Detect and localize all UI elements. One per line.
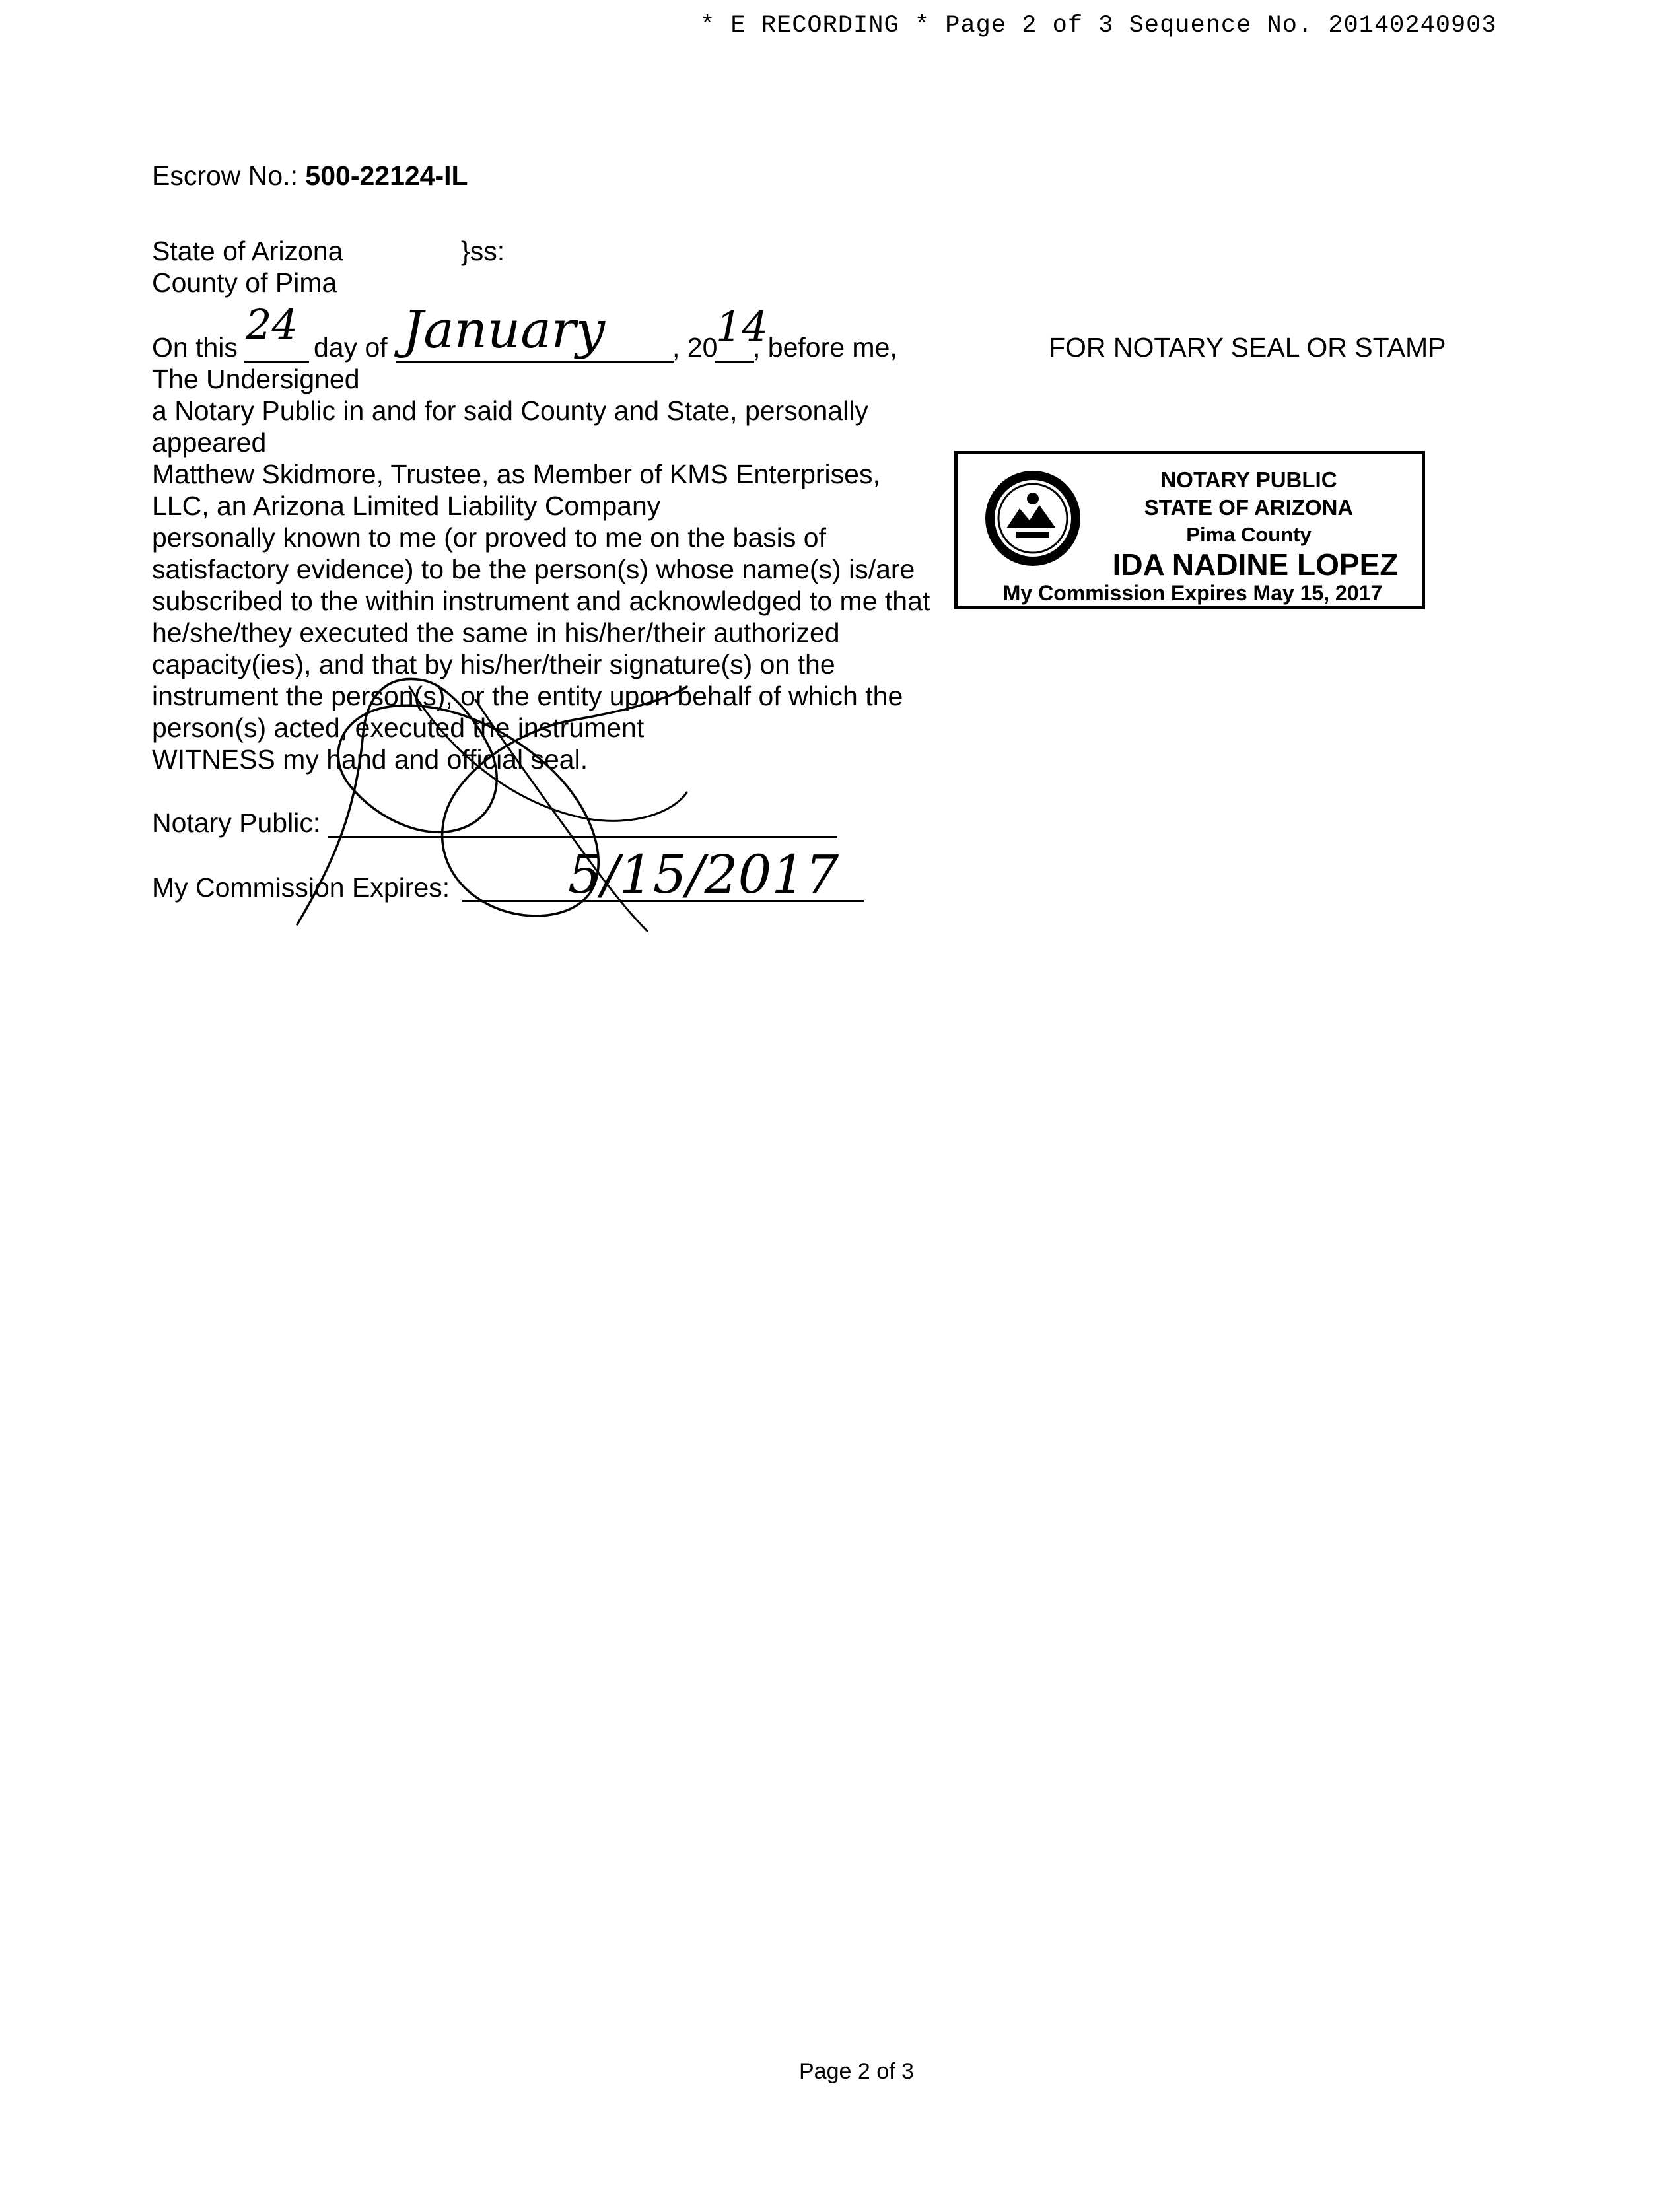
day-handwritten: 24 (246, 300, 298, 349)
arizona-seal-icon (983, 469, 1082, 568)
officer-title: The Undersigned (152, 364, 360, 394)
body-line: subscribed to the within instrument and acknowledged to me that (152, 586, 930, 616)
escrow-number: 500-22124-IL (305, 160, 468, 191)
notary-public-label: Notary Public: (152, 808, 321, 838)
page-number: Page 2 of 3 (799, 2059, 914, 2084)
venue-state: State of Arizona (152, 236, 343, 266)
recording-header: * E RECORDING * Page 2 of 3 Sequence No. 20140240903 (700, 12, 1497, 40)
body-line: instrument the person(s), or the entity upon behalf of which the (152, 681, 903, 711)
notary-signature (277, 660, 726, 938)
body-line: satisfactory evidence) to be the person(s) whose name(s) is/are (152, 554, 915, 584)
month-underline (396, 361, 674, 363)
body-line: appeared (152, 427, 267, 458)
body-line: Matthew Skidmore, Trustee, as Member of KMS Enterprises, (152, 459, 880, 489)
body-line: personally known to me (or proved to me on the basis of (152, 522, 826, 553)
stamp-expiration: My Commission Expires May 15, 2017 (1002, 581, 1383, 605)
stamp-line-notary: NOTARY PUBLIC (1160, 468, 1337, 492)
escrow-label: Escrow No.: (152, 160, 298, 191)
body-line: a Notary Public in and for said County and State, personally (152, 396, 868, 426)
notary-stamp (954, 451, 1425, 609)
month-handwritten: January (403, 300, 606, 360)
stamp-line-county: Pima County (1186, 523, 1312, 546)
body-line: WITNESS my hand and official seal. (152, 744, 588, 775)
on-this-label: On this (152, 332, 238, 363)
commission-label: My Commission Expires: (152, 872, 450, 903)
before-me-label: , before me, (753, 332, 897, 363)
escrow-line (152, 160, 468, 191)
venue-county: County of Pima (152, 267, 337, 298)
year-underline (715, 361, 754, 363)
seal-heading: FOR NOTARY SEAL OR STAMP (1049, 332, 1446, 363)
body-line: capacity(ies), and that by his/her/their signature(s) on the (152, 649, 835, 679)
year-prefix: , 20 (672, 332, 718, 363)
body-line: LLC, an Arizona Limited Liability Company (152, 491, 661, 521)
commission-date-handwritten: 5/15/2017 (568, 844, 839, 905)
venue-ss: }ss: (461, 236, 505, 266)
body-line: he/she/they executed the same in his/her/their authorized (152, 617, 840, 648)
stamp-line-state: STATE OF ARIZONA (1144, 495, 1354, 520)
body-line: person(s) acted, executed the instrument (152, 712, 645, 743)
day-of-label: day of (314, 332, 388, 363)
year-handwritten: 14 (716, 302, 768, 351)
day-underline (244, 361, 309, 363)
stamp-notary-name: IDA NADINE LOPEZ (1112, 547, 1399, 582)
